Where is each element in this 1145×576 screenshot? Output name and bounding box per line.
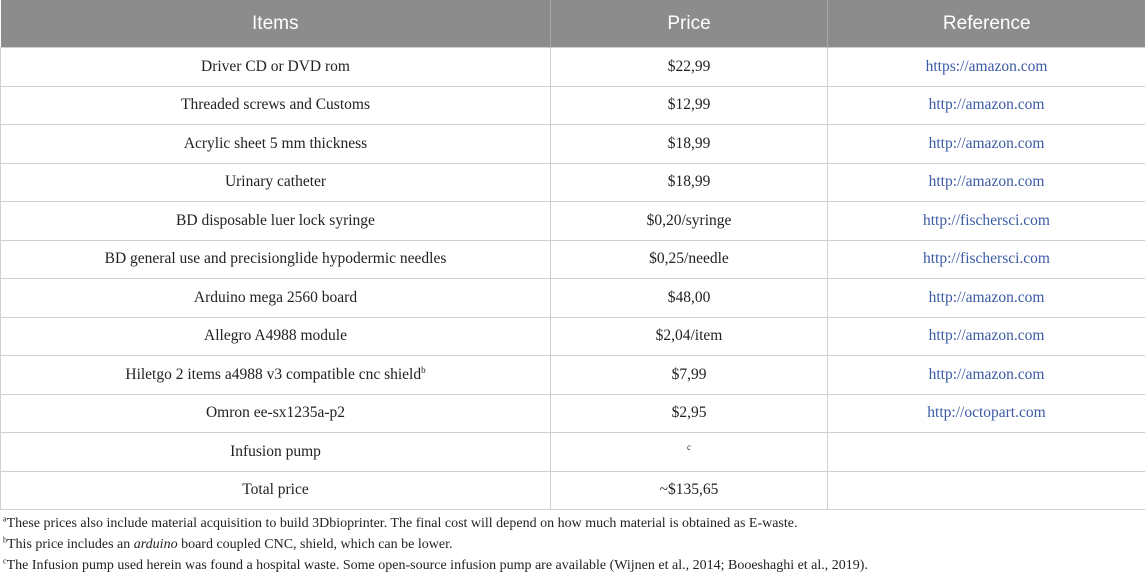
footnote-marker: c bbox=[687, 441, 691, 452]
column-header-reference: Reference bbox=[828, 0, 1145, 48]
price-cell: $2,04/item bbox=[551, 317, 828, 356]
reference-link[interactable]: http://fischersci.com bbox=[828, 202, 1145, 241]
reference-link[interactable]: http://amazon.com bbox=[828, 125, 1145, 164]
table-row bbox=[1, 202, 1145, 241]
item-cell: BD general use and precisionglide hypodermic needles bbox=[1, 240, 551, 279]
footnote-a bbox=[3, 513, 1143, 534]
table-row bbox=[1, 86, 1145, 125]
reference-link[interactable]: http://fischersci.com bbox=[828, 240, 1145, 279]
footnote-mark: c bbox=[3, 556, 7, 566]
reference-link[interactable]: http://octopart.com bbox=[828, 394, 1145, 433]
total-price: ~$135,65 bbox=[551, 471, 828, 510]
reference-link[interactable]: http://amazon.com bbox=[828, 163, 1145, 202]
column-header-price: Price bbox=[551, 0, 828, 48]
price-cell: $18,99 bbox=[551, 125, 828, 164]
item-cell: Infusion pump bbox=[1, 433, 551, 472]
table-row bbox=[1, 433, 1145, 472]
footnote-text: This price includes an bbox=[7, 537, 134, 552]
reference-link[interactable]: http://amazon.com bbox=[828, 317, 1145, 356]
footnote-text: The Infusion pump used herein was found a hospital waste. Some open-source infusion pump are available (Wijnen et al., 2014; Booeshaghi et al., 2019). bbox=[6, 558, 868, 573]
reference-link[interactable]: http://amazon.com bbox=[828, 86, 1145, 125]
footnote-text: board coupled CNC, shield, which can be lower. bbox=[177, 537, 453, 552]
reference-link[interactable]: https://amazon.com bbox=[828, 48, 1145, 87]
price-cell: $22,99 bbox=[551, 48, 828, 87]
footnote-b bbox=[3, 534, 1143, 555]
item-cell: Threaded screws and Customs bbox=[1, 86, 551, 125]
table-row bbox=[1, 317, 1145, 356]
price-cell: $18,99 bbox=[551, 163, 828, 202]
item-cell: BD disposable luer lock syringe bbox=[1, 202, 551, 241]
table-row bbox=[1, 125, 1145, 164]
price-cell: $2,95 bbox=[551, 394, 828, 433]
price-cell: $7,99 bbox=[551, 356, 828, 395]
price-cell: $0,25/needle bbox=[551, 240, 828, 279]
price-cell: $0,20/syringe bbox=[551, 202, 828, 241]
footnote-marker: b bbox=[421, 364, 426, 375]
price-cell: $12,99 bbox=[551, 86, 828, 125]
footnote-text: These prices also include material acquisition to build 3Dbioprinter. The final cost will depend on how much material is obtained as E-waste. bbox=[6, 516, 798, 531]
item-cell: Allegro A4988 module bbox=[1, 317, 551, 356]
footnote-emphasis: arduino bbox=[133, 537, 178, 552]
item-cell bbox=[1, 356, 551, 395]
item-cell: Urinary catheter bbox=[1, 163, 551, 202]
footnote-mark: b bbox=[3, 535, 7, 545]
table-header-row bbox=[1, 0, 1145, 48]
table-row bbox=[1, 163, 1145, 202]
total-row bbox=[1, 471, 1145, 510]
table-row bbox=[1, 48, 1145, 87]
footnote-mark: a bbox=[3, 514, 7, 524]
reference-cell bbox=[828, 471, 1145, 510]
price-cell: $48,00 bbox=[551, 279, 828, 318]
table-row bbox=[1, 394, 1145, 433]
total-label: Total price bbox=[1, 471, 551, 510]
footnotes bbox=[3, 513, 1143, 576]
item-text: Hiletgo 2 items a4988 v3 compatible cnc shield bbox=[125, 365, 422, 383]
table-row bbox=[1, 356, 1145, 395]
column-header-items: Items bbox=[1, 0, 551, 48]
reference-cell bbox=[828, 433, 1145, 472]
reference-link[interactable]: http://amazon.com bbox=[828, 356, 1145, 395]
item-cell: Driver CD or DVD rom bbox=[1, 48, 551, 87]
price-cell bbox=[551, 433, 828, 472]
item-cell: Arduino mega 2560 board bbox=[1, 279, 551, 318]
table-row bbox=[1, 279, 1145, 318]
table-row bbox=[1, 240, 1145, 279]
item-cell: Omron ee-sx1235a-p2 bbox=[1, 394, 551, 433]
reference-link[interactable]: http://amazon.com bbox=[828, 279, 1145, 318]
item-cell: Acrylic sheet 5 mm thickness bbox=[1, 125, 551, 164]
footnote-c bbox=[3, 555, 1143, 576]
